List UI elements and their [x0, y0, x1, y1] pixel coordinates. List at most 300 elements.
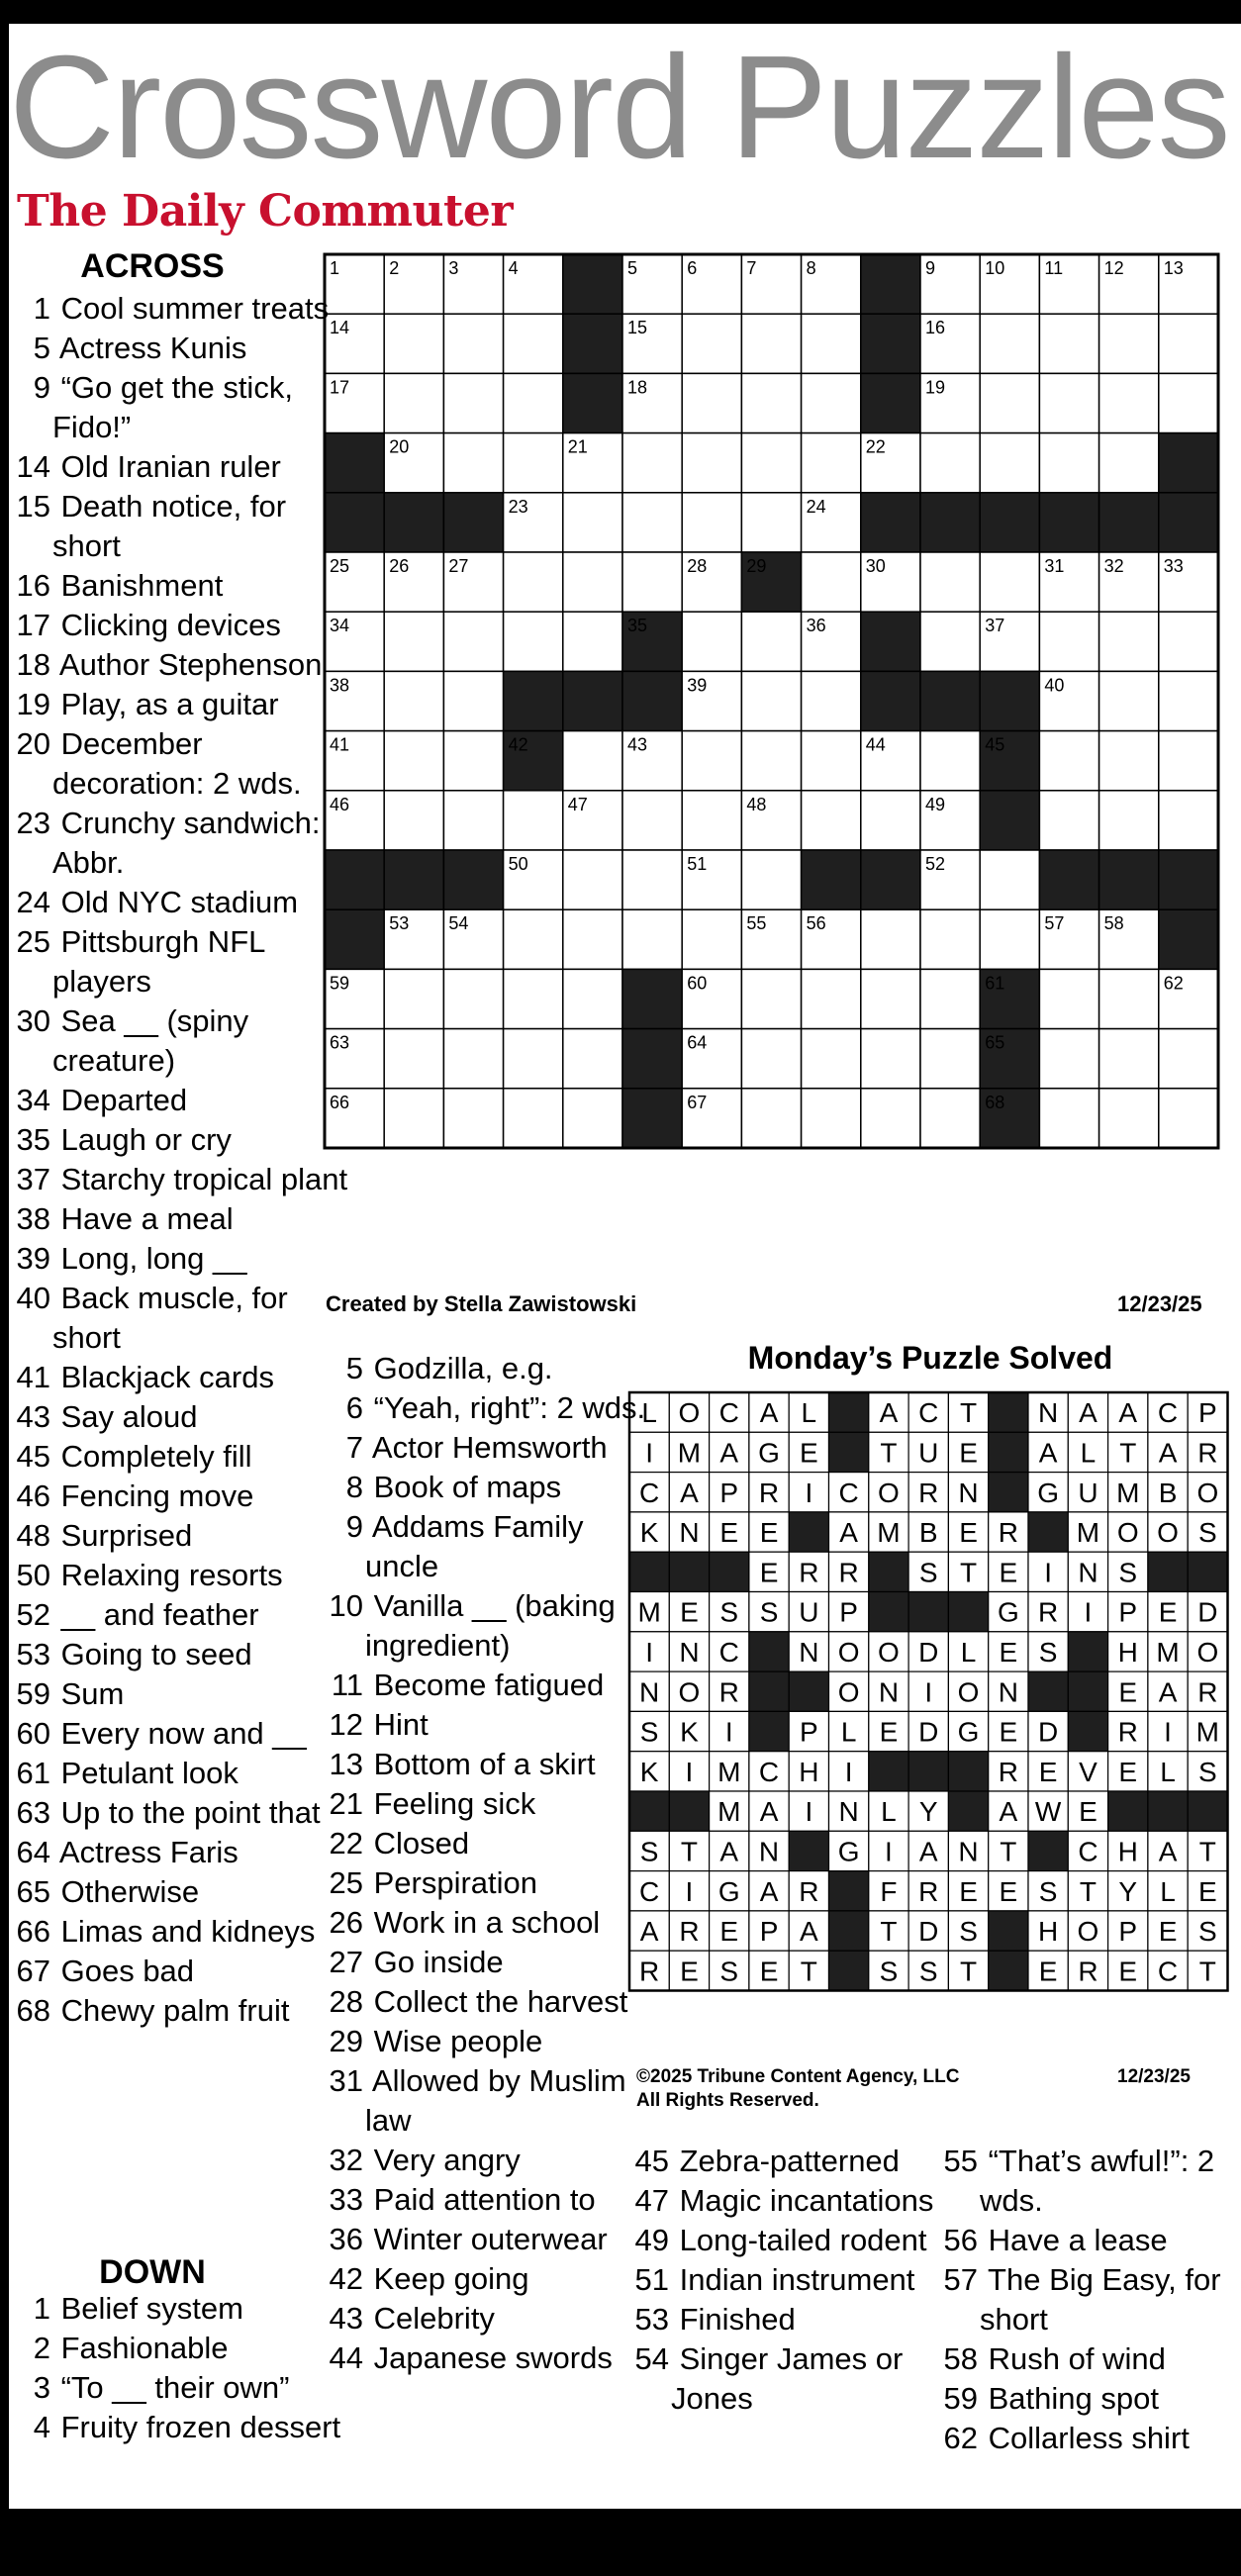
clue-item — [9, 645, 349, 685]
solution-letter: I — [685, 1756, 694, 1787]
solution-letter: S — [1038, 1875, 1058, 1907]
clue-number: 27 — [329, 1945, 363, 1979]
solution-letter: T — [1198, 1956, 1216, 1987]
black-square — [989, 1911, 1028, 1951]
clue-text: “Go get the stick, Fido!” — [52, 370, 293, 444]
black-square — [869, 1592, 908, 1632]
clue-item — [9, 1635, 349, 1674]
solution-letter: S — [1198, 1756, 1217, 1787]
cell-number: 14 — [330, 318, 350, 338]
clue-text: Keep going — [365, 2261, 529, 2296]
cell-number: 13 — [1163, 258, 1184, 278]
solution-letter: S — [918, 1557, 938, 1588]
clue-text: Celebrity — [365, 2301, 495, 2336]
clue-item — [9, 1754, 349, 1793]
black-square — [1028, 1831, 1068, 1870]
clue-number: 25 — [329, 1865, 363, 1900]
clue-item — [9, 1199, 349, 1239]
clue-number: 68 — [16, 1993, 50, 2028]
cell-number: 41 — [330, 734, 350, 755]
black-square — [1068, 1671, 1107, 1711]
cell-number: 32 — [1103, 556, 1124, 576]
black-square — [829, 1871, 869, 1911]
clue-text: Winter outerwear — [365, 2222, 608, 2256]
page-title: Crossword Puzzles — [9, 26, 1229, 189]
solution-letter: C — [718, 1636, 739, 1668]
clue-text: Paid attention to — [365, 2182, 596, 2217]
solution-letter: S — [1118, 1557, 1138, 1588]
solution-letter: I — [805, 1477, 813, 1508]
clue-text: Become fatigued — [365, 1668, 605, 1702]
clue-item — [9, 685, 349, 724]
clue-number: 53 — [16, 1637, 50, 1671]
clue-item — [322, 2180, 662, 2220]
solution-letter: O — [1077, 1916, 1099, 1948]
clue-number: 60 — [16, 1716, 50, 1751]
clue-item — [627, 2221, 973, 2260]
solution-letter: L — [1080, 1437, 1097, 1469]
solution-letter: E — [759, 1956, 779, 1987]
clue-item — [627, 2142, 973, 2181]
clue-text: “That’s awful!”: 2 wds. — [980, 2144, 1215, 2218]
clue-item — [322, 2338, 662, 2378]
down-heading: DOWN — [99, 2253, 206, 2291]
solution-letter: R — [758, 1477, 780, 1508]
clue-item — [9, 804, 349, 883]
clue-number: 40 — [16, 1281, 50, 1315]
clue-text: Goes bad — [52, 1954, 195, 1988]
solution-letter: O — [1196, 1636, 1219, 1668]
clue-text: Collarless shirt — [980, 2421, 1190, 2455]
clue-text: Magic incantations — [671, 2183, 934, 2218]
cell-number: 68 — [985, 1092, 1005, 1112]
clue-item — [9, 2408, 349, 2447]
solution-letter: U — [799, 1596, 819, 1628]
cell-number: 51 — [687, 854, 708, 874]
cell-number: 19 — [925, 377, 946, 398]
solution-letter: E — [959, 1875, 978, 1907]
clue-item — [322, 1863, 662, 1903]
cell-number: 61 — [985, 973, 1005, 994]
solution-letter: E — [1038, 1956, 1058, 1987]
cell-number: 3 — [448, 258, 459, 278]
solution-letter: P — [800, 1716, 818, 1748]
black-square — [869, 1752, 908, 1791]
cell-number: 44 — [865, 734, 886, 755]
clue-text: Laugh or cry — [52, 1122, 232, 1157]
solution-letter: S — [918, 1956, 938, 1987]
solution-letter: D — [1197, 1596, 1218, 1628]
solution-letter: R — [1197, 1676, 1218, 1708]
solution-letter: G — [758, 1437, 780, 1469]
clue-item — [9, 1397, 349, 1437]
solution-letter: H — [1117, 1636, 1138, 1668]
solution-letter: A — [759, 1397, 779, 1429]
clue-item — [9, 1912, 349, 1952]
solution-letter: E — [999, 1636, 1018, 1668]
solution-letter: G — [997, 1596, 1019, 1628]
solution-letter: I — [805, 1796, 813, 1828]
clue-number: 4 — [33, 2410, 50, 2444]
clue-text: __ and feather — [52, 1597, 259, 1632]
solution-letter: R — [918, 1477, 939, 1508]
solution-letter: O — [678, 1676, 701, 1708]
cell-number: 40 — [1044, 675, 1065, 696]
clue-number: 50 — [16, 1558, 50, 1592]
clue-item — [936, 2339, 1241, 2379]
solution-letter: O — [957, 1676, 980, 1708]
clue-text: Belief system — [52, 2291, 243, 2326]
clue-number: 5 — [33, 331, 50, 365]
solution-letter: E — [1158, 1596, 1178, 1628]
clue-number: 58 — [943, 2341, 978, 2376]
clue-number: 37 — [16, 1162, 50, 1196]
solution-letter: C — [918, 1397, 939, 1429]
cell-number: 45 — [985, 734, 1005, 755]
cell-number: 48 — [746, 794, 767, 814]
clue-number: 19 — [16, 687, 50, 721]
clue-item — [627, 2260, 973, 2300]
solution-letter: T — [1000, 1836, 1017, 1867]
clue-item — [9, 1081, 349, 1120]
clue-number: 46 — [16, 1479, 50, 1513]
solution-letter: C — [639, 1875, 660, 1907]
solution-letter: T — [959, 1956, 978, 1987]
solution-letter: P — [839, 1596, 858, 1628]
clue-text: Finished — [671, 2302, 796, 2337]
cell-number: 33 — [1163, 556, 1184, 576]
black-square — [989, 1392, 1028, 1432]
solution-letter: O — [1116, 1517, 1139, 1549]
clue-text: Indian instrument — [671, 2262, 915, 2297]
solution-letter: E — [1118, 1956, 1138, 1987]
clue-item — [9, 1556, 349, 1595]
clue-text: Fencing move — [52, 1479, 254, 1513]
clue-item — [9, 1595, 349, 1635]
cell-number: 57 — [1044, 913, 1065, 934]
clue-number: 14 — [16, 449, 50, 484]
solution-letter: S — [1038, 1636, 1058, 1668]
solution-letter: S — [719, 1596, 739, 1628]
clue-text: Fashionable — [52, 2331, 229, 2365]
solution-letter: N — [998, 1676, 1018, 1708]
solution-letter: R — [1117, 1716, 1138, 1748]
black-square — [869, 1552, 908, 1591]
clue-text: Very angry — [365, 2143, 521, 2177]
clue-item — [9, 2368, 349, 2408]
solution-letter: A — [639, 1916, 659, 1948]
clue-text: Old NYC stadium — [52, 885, 299, 919]
clue-item — [936, 2142, 1241, 2221]
clue-text: Up to the point that — [52, 1795, 321, 1830]
solution-letter: L — [1160, 1756, 1176, 1787]
cell-number: 24 — [806, 496, 826, 517]
clue-text: Long-tailed rodent — [671, 2223, 927, 2257]
clue-number: 25 — [16, 924, 50, 959]
cell-number: 39 — [687, 675, 708, 696]
clue-item — [322, 2259, 662, 2299]
solution-letter: R — [998, 1756, 1018, 1787]
clue-item — [9, 883, 349, 922]
cell-number: 43 — [627, 734, 648, 755]
solution-letter: L — [801, 1397, 817, 1429]
solution-letter: F — [880, 1875, 898, 1907]
clue-text: Every now and __ — [52, 1716, 307, 1751]
clue-item — [9, 1516, 349, 1556]
solution-letter: R — [1197, 1437, 1218, 1469]
clue-item — [322, 1903, 662, 1943]
clue-number: 5 — [345, 1351, 363, 1385]
cell-number: 6 — [687, 258, 698, 278]
cell-number: 59 — [330, 973, 350, 994]
clue-number: 49 — [634, 2223, 669, 2257]
solution-letter: P — [1118, 1596, 1138, 1628]
cell-number: 20 — [389, 436, 410, 457]
clue-item — [9, 1437, 349, 1477]
solution-letter: M — [1076, 1517, 1100, 1549]
cell-number: 38 — [330, 675, 350, 696]
solution-letter: T — [880, 1437, 898, 1469]
solution-letter: I — [1164, 1716, 1172, 1748]
cell-number: 35 — [627, 616, 648, 636]
clue-number: 39 — [16, 1241, 50, 1276]
clue-item — [936, 2379, 1241, 2419]
black-square — [749, 1711, 789, 1751]
clue-item — [322, 1586, 662, 1666]
clue-number: 38 — [16, 1201, 50, 1236]
clue-text: Surprised — [52, 1518, 193, 1553]
solution-letter: N — [958, 1477, 979, 1508]
clue-item — [9, 566, 349, 606]
black-square — [1068, 1711, 1107, 1751]
clue-text: Starchy tropical plant — [52, 1162, 348, 1196]
solution-letter: C — [639, 1477, 660, 1508]
solution-letter: S — [959, 1916, 978, 1948]
solution-letter: A — [719, 1836, 739, 1867]
solution-letter: M — [1116, 1477, 1140, 1508]
clue-text: Have a meal — [52, 1201, 234, 1236]
clue-text: Addams Family uncle — [365, 1509, 584, 1583]
black-square — [1188, 1791, 1227, 1831]
clue-text: Bathing spot — [980, 2381, 1159, 2416]
solution-letter: E — [680, 1956, 699, 1987]
clue-number: 43 — [16, 1399, 50, 1434]
clue-number: 55 — [943, 2144, 978, 2178]
black-square — [789, 1512, 828, 1552]
clue-number: 9 — [345, 1509, 363, 1544]
cell-number: 15 — [627, 318, 648, 338]
clue-text: Clicking devices — [52, 608, 281, 642]
solution-letter: A — [800, 1916, 818, 1948]
clue-item — [9, 329, 349, 368]
solution-letter: R — [679, 1916, 700, 1948]
solution-letter: P — [759, 1916, 779, 1948]
cell-number: 29 — [746, 556, 767, 576]
solution-letter: I — [885, 1836, 893, 1867]
solution-letter: Y — [1118, 1875, 1138, 1907]
clue-number: 62 — [943, 2421, 978, 2455]
solution-letter: T — [680, 1836, 699, 1867]
clue-text: Go inside — [365, 1945, 504, 1979]
solution-letter: A — [719, 1437, 739, 1469]
clue-text: Death notice, for short — [52, 489, 287, 563]
solution-letter: R — [799, 1557, 819, 1588]
clue-text: Perspiration — [365, 1865, 538, 1900]
cell-number: 5 — [627, 258, 638, 278]
clue-text: Wise people — [365, 2024, 543, 2058]
black-square — [669, 1791, 709, 1831]
solution-letter: E — [959, 1517, 978, 1549]
clue-text: Vanilla __ (baking ingredient) — [365, 1588, 616, 1663]
solution-letter: N — [679, 1636, 700, 1668]
cell-number: 11 — [1044, 258, 1064, 278]
solution-letter: E — [759, 1557, 779, 1588]
black-square — [989, 1951, 1028, 1990]
black-square — [1148, 1791, 1188, 1831]
cell-number: 53 — [389, 913, 410, 934]
solution-letter: C — [758, 1756, 780, 1787]
clue-number: 63 — [16, 1795, 50, 1830]
clue-text: Departed — [52, 1083, 188, 1117]
brand-title: The Daily Commuter — [17, 186, 513, 237]
clue-text: Cool summer treats — [52, 291, 330, 326]
solution-letter: E — [800, 1437, 818, 1469]
solution-letter: H — [799, 1756, 819, 1787]
black-square — [829, 1432, 869, 1472]
clue-text: Allowed by Muslim law — [365, 2063, 626, 2138]
solution-letter: C — [1157, 1956, 1179, 1987]
cell-number: 42 — [508, 734, 528, 755]
solution-letter: A — [1038, 1437, 1058, 1469]
cell-number: 7 — [746, 258, 757, 278]
solution-rights: All Rights Reserved. — [636, 2090, 819, 2111]
solution-letter: O — [1196, 1477, 1219, 1508]
solution-date: 12/23/25 — [1117, 2066, 1191, 2087]
clue-number: 54 — [634, 2341, 669, 2376]
solution-letter: A — [1079, 1397, 1098, 1429]
cell-number: 28 — [687, 556, 708, 576]
solution-letter: B — [1158, 1477, 1178, 1508]
cell-number: 46 — [330, 794, 350, 814]
clue-text: The Big Easy, for short — [980, 2262, 1221, 2337]
clue-text: Pittsburgh NFL players — [52, 924, 265, 999]
cell-number: 58 — [1103, 913, 1124, 934]
clue-number: 41 — [16, 1360, 50, 1394]
clue-item — [627, 2339, 973, 2419]
solution-letter: E — [680, 1596, 699, 1628]
clue-item — [322, 1507, 662, 1586]
cell-number: 65 — [985, 1032, 1005, 1053]
clue-item — [322, 1468, 662, 1507]
black-square — [710, 1552, 749, 1591]
clue-item — [322, 2141, 662, 2180]
clue-item — [322, 2220, 662, 2259]
clue-text: Hint — [365, 1707, 429, 1742]
clue-item — [322, 1982, 662, 2022]
black-square — [749, 1671, 789, 1711]
clue-text: “To __ their own” — [52, 2370, 290, 2405]
black-square — [1148, 1552, 1188, 1591]
solution-letter: W — [1034, 1796, 1062, 1828]
solution-letter: O — [1157, 1517, 1179, 1549]
solution-letter: T — [1198, 1836, 1216, 1867]
cell-number: 1 — [330, 258, 340, 278]
cell-number: 64 — [687, 1032, 708, 1053]
cell-number: 16 — [925, 318, 946, 338]
black-square — [829, 1392, 869, 1432]
clue-number: 24 — [16, 885, 50, 919]
cell-number: 2 — [389, 258, 400, 278]
clue-text: Back muscle, for short — [52, 1281, 288, 1355]
black-square — [749, 1632, 789, 1671]
clue-item — [322, 2299, 662, 2338]
clue-text: Petulant look — [52, 1756, 239, 1790]
solution-letter: O — [837, 1636, 860, 1668]
solution-letter: N — [799, 1636, 819, 1668]
clue-number: 28 — [329, 1984, 363, 2019]
clue-number: 31 — [329, 2063, 363, 2098]
solution-copyright: ©2025 Tribune Content Agency, LLC — [636, 2066, 960, 2087]
clue-number: 42 — [329, 2261, 363, 2296]
clue-text: Collect the harvest — [365, 1984, 628, 2019]
clue-item — [627, 2181, 973, 2221]
cell-number: 25 — [330, 556, 350, 576]
clue-number: 10 — [329, 1588, 363, 1623]
cell-number: 18 — [627, 377, 648, 398]
clue-text: “Yeah, right”: 2 wds. — [365, 1390, 646, 1425]
black-square — [1028, 1512, 1068, 1552]
solution-letter: C — [1078, 1836, 1098, 1867]
black-square — [669, 1552, 709, 1591]
solution-letter: N — [958, 1836, 979, 1867]
cell-number: 62 — [1163, 973, 1184, 994]
clue-number: 33 — [329, 2182, 363, 2217]
puzzle-date: 12/23/25 — [1117, 1291, 1202, 1316]
clue-item — [9, 922, 349, 1002]
black-square — [908, 1592, 948, 1632]
solution-letter: T — [880, 1916, 898, 1948]
clue-number: 17 — [16, 608, 50, 642]
solution-letter: E — [1038, 1756, 1058, 1787]
clue-number: 8 — [345, 1470, 363, 1504]
cell-number: 54 — [448, 913, 469, 934]
solution-letter: S — [719, 1956, 739, 1987]
cell-number: 60 — [687, 973, 708, 994]
clue-text: Old Iranian ruler — [52, 449, 281, 484]
clue-text: Closed — [365, 1826, 470, 1860]
clue-item — [9, 1793, 349, 1833]
cell-number: 8 — [806, 258, 816, 278]
solution-letter: N — [878, 1676, 900, 1708]
solution-letter: R — [998, 1517, 1018, 1549]
clue-text: Have a lease — [980, 2223, 1168, 2257]
black-square — [829, 1951, 869, 1990]
black-square — [789, 1671, 828, 1711]
clue-item — [322, 1428, 662, 1468]
solution-letter: E — [719, 1916, 739, 1948]
solution-letter: E — [1158, 1916, 1178, 1948]
solution-letter: O — [837, 1676, 860, 1708]
cell-number: 37 — [985, 616, 1005, 636]
clue-number: 12 — [329, 1707, 363, 1742]
cell-number: 17 — [330, 377, 350, 398]
clue-number: 57 — [943, 2262, 978, 2297]
solution-letter: C — [838, 1477, 859, 1508]
clue-text: Author Stephenson — [52, 647, 323, 682]
solution-letter: S — [1198, 1517, 1217, 1549]
solution-letter: E — [999, 1875, 1018, 1907]
clue-item — [322, 1666, 662, 1708]
